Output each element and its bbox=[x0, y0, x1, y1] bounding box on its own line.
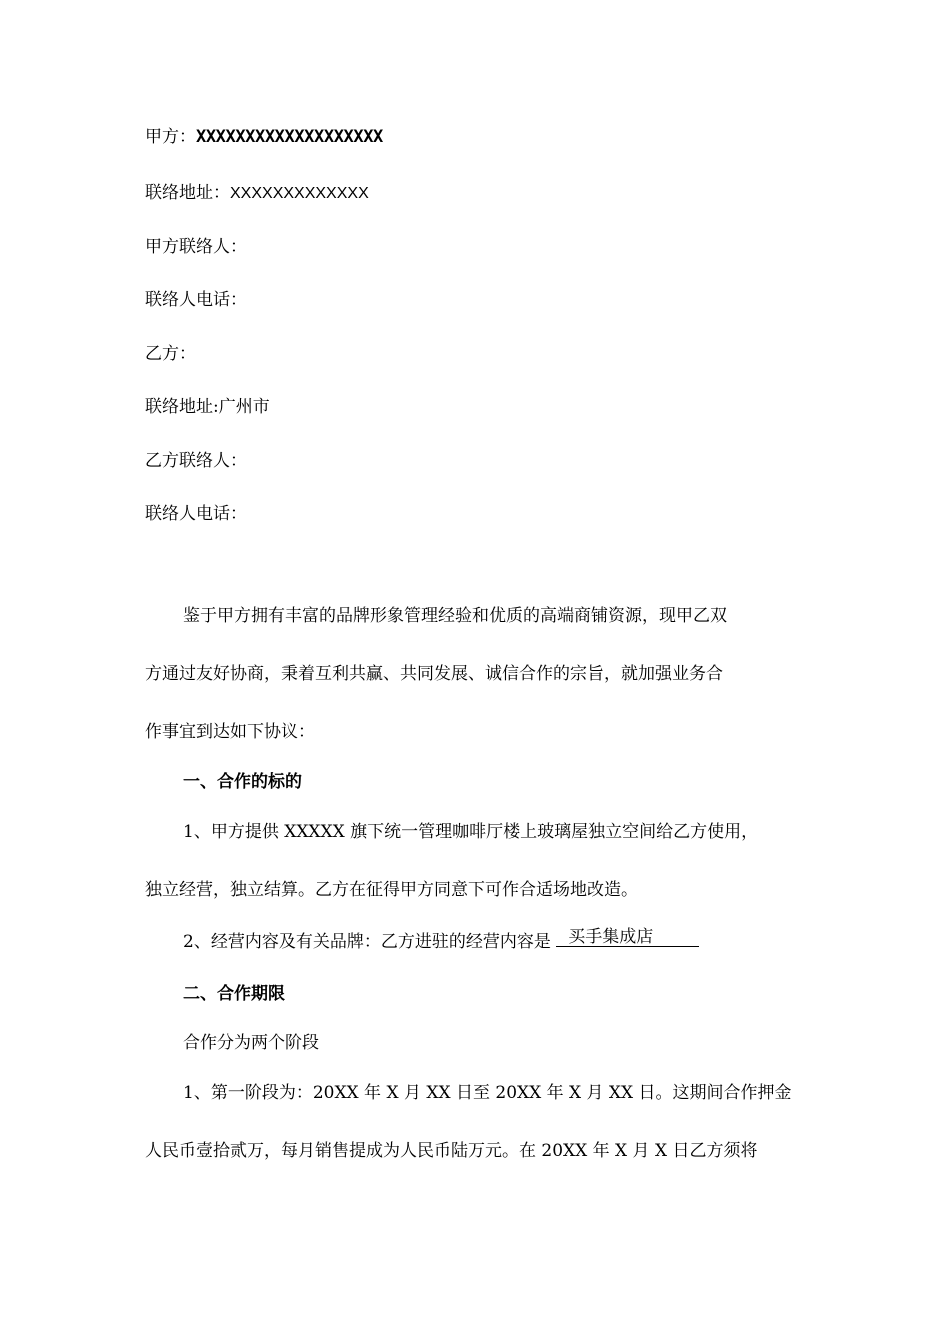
party-b-address-label: 联络地址: bbox=[145, 397, 219, 417]
section-1-item-1-line-1: 1、甲方提供 XXXXX 旗下统一管理咖啡厅楼上玻璃屋独立空间给乙方使用， bbox=[183, 822, 759, 842]
party-b-label: 乙方： bbox=[145, 344, 196, 364]
party-a-address-line bbox=[145, 181, 369, 206]
preamble-line-1: 鉴于甲方拥有丰富的品牌形象管理经验和优质的高端商铺资源，现甲乙双 bbox=[183, 606, 727, 626]
party-a-value: XXXXXXXXXXXXXXXXXXX bbox=[196, 127, 383, 147]
party-a-contact-label: 甲方联络人： bbox=[145, 237, 247, 257]
party-b-address-line bbox=[145, 395, 270, 419]
party-a-line bbox=[145, 125, 383, 149]
party-a-address-value: XXXXXXXXXXXXX bbox=[230, 185, 369, 202]
section-2-item-1-line-1: 1、第一阶段为：20XX 年 X 月 XX 日至 20XX 年 X 月 XX 日。这期间合作押金 bbox=[183, 1083, 792, 1103]
party-a-phone-label: 联络人电话： bbox=[145, 290, 247, 310]
party-b-phone-label: 联络人电话： bbox=[145, 504, 247, 524]
section-1-item-2 bbox=[183, 928, 699, 954]
section-1-item-1-line-2: 独立经营，独立结算。乙方在征得甲方同意下可作合适场地改造。 bbox=[145, 880, 638, 900]
business-content-value: 买手集成店 bbox=[568, 927, 654, 947]
party-b-contact-label: 乙方联络人： bbox=[145, 451, 247, 471]
section-2-heading: 二、合作期限 bbox=[183, 984, 285, 1004]
section-2-intro: 合作分为两个阶段 bbox=[183, 1033, 319, 1053]
business-content-field bbox=[556, 928, 699, 947]
preamble-line-3: 作事宜到达如下协议： bbox=[145, 722, 315, 742]
party-a-label: 甲方： bbox=[145, 127, 196, 147]
party-a-address-label: 联络地址： bbox=[145, 183, 230, 203]
party-b-address-value: 广州市 bbox=[218, 397, 270, 417]
section-1-heading: 一、合作的标的 bbox=[183, 772, 302, 792]
section-2-item-1-line-2: 人民币壹拾贰万，每月销售提成为人民币陆万元。在 20XX 年 X 月 X 日乙方须将 bbox=[145, 1141, 758, 1161]
section-1-item-2-prefix: 2、经营内容及有关品牌：乙方进驻的经营内容是 bbox=[183, 932, 551, 952]
preamble-line-2: 方通过友好协商，秉着互利共赢、共同发展、诚信合作的宗旨，就加强业务合 bbox=[145, 664, 723, 684]
